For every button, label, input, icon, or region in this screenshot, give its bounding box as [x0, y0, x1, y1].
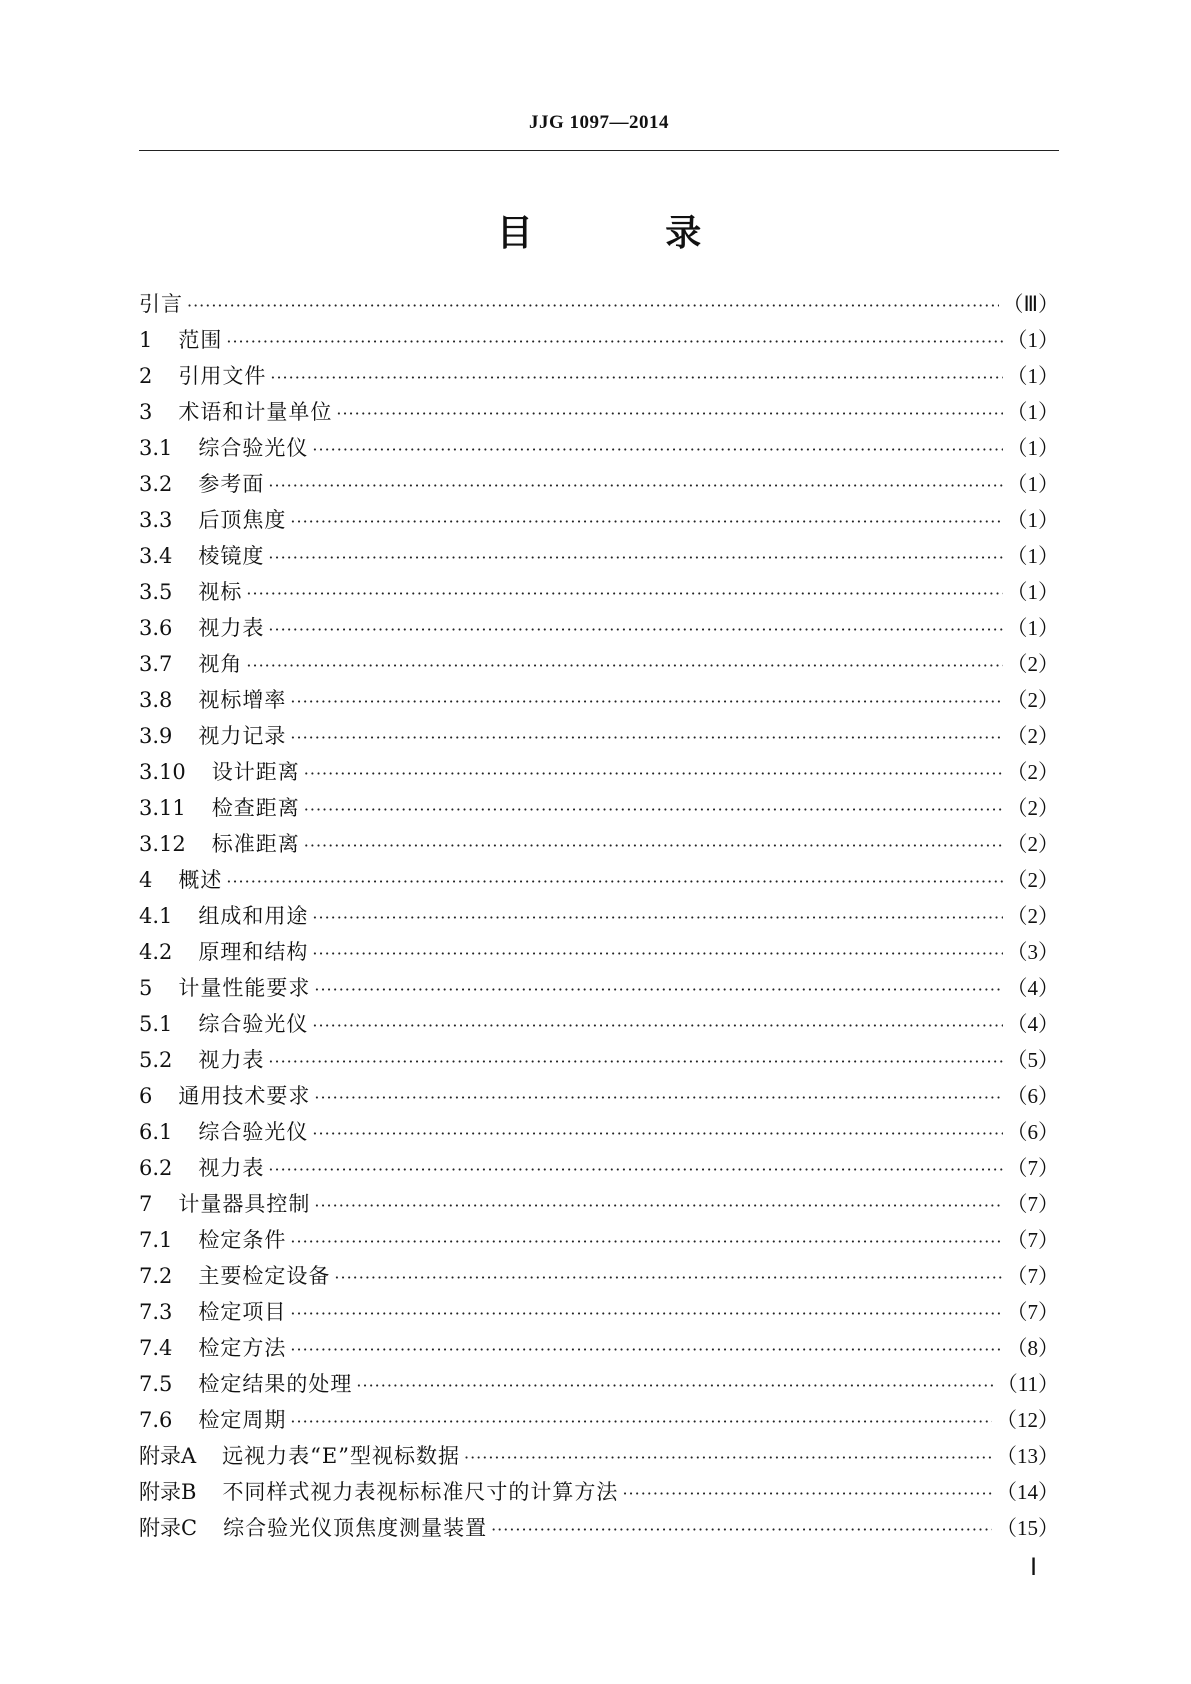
header-rule — [139, 150, 1059, 151]
toc-entry-page: （7） — [1006, 1192, 1059, 1216]
toc-entry-label: 计量性能要求 — [178, 976, 311, 1000]
toc-dot-leader — [246, 584, 1002, 603]
toc-entry-page: （2） — [1006, 760, 1059, 784]
toc-dot-leader — [226, 332, 1002, 351]
toc-dot-leader — [314, 1088, 1002, 1107]
toc-entry-page: （1） — [1006, 400, 1059, 424]
toc-dot-leader — [290, 1412, 992, 1431]
toc-dot-leader — [314, 980, 1002, 999]
toc-entry-number: 3.10 — [139, 760, 186, 784]
document-code-header: JJG 1097—2014 — [528, 112, 670, 133]
toc-entry-page: （7） — [1006, 1228, 1059, 1252]
toc-entry[interactable] — [139, 828, 1059, 864]
toc-dot-leader — [491, 1520, 992, 1539]
toc-entry-label: 检定结果的处理 — [198, 1372, 353, 1396]
toc-entry[interactable] — [139, 1188, 1059, 1224]
toc-entry-number: 4.2 — [139, 940, 173, 964]
toc-entry[interactable] — [139, 1152, 1059, 1188]
toc-dot-leader — [622, 1484, 992, 1503]
toc-entry-page: （14） — [996, 1480, 1059, 1504]
toc-entry-label: 术语和计量单位 — [178, 400, 333, 424]
toc-dot-leader — [314, 1196, 1002, 1215]
page-title: 目 录 — [496, 213, 762, 254]
toc-entry-number: 4.1 — [139, 904, 173, 928]
toc-entry-page: （1） — [1006, 364, 1059, 388]
toc-entry-number: 3.3 — [139, 508, 173, 532]
toc-entry-page: （3） — [1006, 940, 1059, 964]
toc-dot-leader — [304, 800, 1003, 819]
toc-entry[interactable] — [139, 720, 1059, 756]
toc-entry[interactable] — [139, 900, 1059, 936]
table-of-contents — [139, 288, 1059, 1548]
toc-entry-number: 附录B — [139, 1480, 197, 1504]
toc-entry[interactable] — [139, 288, 1059, 324]
toc-entry-page: （2） — [1006, 796, 1059, 820]
toc-entry-number: 3.8 — [139, 688, 173, 712]
toc-entry-number: 3.6 — [139, 616, 173, 640]
toc-entry-label: 综合验光仪顶焦度测量装置 — [223, 1516, 488, 1540]
toc-entry[interactable] — [139, 1476, 1059, 1512]
toc-entry-label: 参考面 — [198, 472, 265, 496]
toc-entry[interactable] — [139, 1296, 1059, 1332]
toc-dot-leader — [290, 1232, 1002, 1251]
toc-entry[interactable] — [139, 360, 1059, 396]
toc-dot-leader — [246, 656, 1002, 675]
toc-entry-label: 检定项目 — [198, 1300, 287, 1324]
toc-entry-number: 3.5 — [139, 580, 173, 604]
toc-entry[interactable] — [139, 1440, 1059, 1476]
toc-entry[interactable] — [139, 684, 1059, 720]
toc-entry[interactable] — [139, 1008, 1059, 1044]
toc-dot-leader — [226, 872, 1002, 891]
toc-entry-number: 3.9 — [139, 724, 173, 748]
toc-entry-label: 综合验光仪 — [198, 1012, 309, 1036]
toc-entry-label: 视标 — [198, 580, 243, 604]
toc-entry-label: 视力表 — [198, 616, 265, 640]
toc-entry-page: （15） — [996, 1516, 1059, 1540]
toc-dot-leader — [312, 1016, 1002, 1035]
toc-dot-leader — [268, 620, 1002, 639]
toc-entry-number: 1 — [139, 328, 153, 352]
toc-entry[interactable] — [139, 972, 1059, 1008]
toc-entry-label: 后顶焦度 — [198, 508, 287, 532]
toc-entry-number: 3.1 — [139, 436, 173, 460]
toc-entry-page: （1） — [1006, 328, 1059, 352]
toc-entry[interactable] — [139, 936, 1059, 972]
toc-entry-label: 检定方法 — [198, 1336, 287, 1360]
toc-entry-label: 引用文件 — [178, 364, 267, 388]
toc-entry[interactable] — [139, 432, 1059, 468]
toc-dot-leader — [290, 1340, 1002, 1359]
toc-entry[interactable] — [139, 540, 1059, 576]
toc-dot-leader — [187, 296, 999, 315]
toc-entry[interactable] — [139, 396, 1059, 432]
toc-entry[interactable] — [139, 792, 1059, 828]
toc-entry-page: （13） — [996, 1444, 1059, 1468]
toc-entry-number: 7.6 — [139, 1408, 173, 1432]
toc-entry-label: 视标增率 — [198, 688, 287, 712]
toc-entry-number: 7.2 — [139, 1264, 173, 1288]
toc-entry-label: 范围 — [178, 328, 223, 352]
toc-entry-number: 附录A — [139, 1444, 197, 1468]
toc-dot-leader — [268, 1160, 1002, 1179]
toc-entry-number: 2 — [139, 364, 153, 388]
toc-entry[interactable] — [139, 612, 1059, 648]
toc-entry-label: 综合验光仪 — [198, 436, 309, 460]
toc-entry[interactable] — [139, 1512, 1059, 1548]
toc-entry[interactable] — [139, 1404, 1059, 1440]
toc-entry-label: 不同样式视力表视标标准尺寸的计算方法 — [222, 1480, 619, 1504]
toc-entry-number: 5 — [139, 976, 153, 1000]
toc-entry[interactable] — [139, 324, 1059, 360]
toc-dot-leader — [268, 548, 1002, 567]
toc-entry-page: （7） — [1006, 1264, 1059, 1288]
toc-entry-page: （4） — [1006, 976, 1059, 1000]
toc-entry-label: 视角 — [198, 652, 243, 676]
toc-entry[interactable] — [139, 1116, 1059, 1152]
toc-entry-page: （4） — [1006, 1012, 1059, 1036]
toc-entry-page: （Ⅲ） — [1002, 292, 1059, 316]
toc-dot-leader — [464, 1448, 992, 1467]
toc-entry[interactable] — [139, 756, 1059, 792]
toc-entry-label: 引言 — [139, 292, 183, 316]
toc-entry-page: （1） — [1006, 616, 1059, 640]
toc-entry[interactable] — [139, 864, 1059, 900]
toc-dot-leader — [304, 836, 1003, 855]
toc-entry-page: （1） — [1006, 436, 1059, 460]
toc-entry-label: 组成和用途 — [198, 904, 309, 928]
toc-entry-page: （6） — [1006, 1084, 1059, 1108]
toc-entry-page: （2） — [1006, 904, 1059, 928]
toc-dot-leader — [290, 512, 1002, 531]
toc-entry-number: 7.5 — [139, 1372, 173, 1396]
toc-entry-page: （12） — [996, 1408, 1059, 1432]
toc-entry-number: 6.1 — [139, 1120, 173, 1144]
toc-entry-label: 检定条件 — [198, 1228, 287, 1252]
toc-entry-number: 3.12 — [139, 832, 186, 856]
toc-entry[interactable] — [139, 648, 1059, 684]
toc-entry-number: 6 — [139, 1084, 153, 1108]
toc-entry-number: 7 — [139, 1192, 153, 1216]
toc-entry-label: 检查距离 — [211, 796, 300, 820]
toc-dot-leader — [290, 1304, 1002, 1323]
toc-entry[interactable] — [139, 1260, 1059, 1296]
toc-entry-page: （1） — [1006, 508, 1059, 532]
toc-entry-page: （1） — [1006, 544, 1059, 568]
toc-entry-label: 原理和结构 — [198, 940, 309, 964]
toc-entry-page: （1） — [1006, 472, 1059, 496]
toc-dot-leader — [304, 764, 1003, 783]
toc-entry-page: （8） — [1006, 1336, 1059, 1360]
toc-entry-number: 3 — [139, 400, 153, 424]
toc-entry-number: 附录C — [139, 1516, 198, 1540]
toc-entry-page: （2） — [1006, 688, 1059, 712]
toc-entry-label: 视力表 — [198, 1048, 265, 1072]
toc-entry-page: （2） — [1006, 724, 1059, 748]
toc-entry[interactable] — [139, 1368, 1059, 1404]
toc-entry-label: 标准距离 — [211, 832, 300, 856]
toc-entry-page: （7） — [1006, 1300, 1059, 1324]
toc-entry-page: （2） — [1006, 832, 1059, 856]
toc-dot-leader — [312, 944, 1002, 963]
toc-entry-page: （5） — [1006, 1048, 1059, 1072]
toc-entry-page: （7） — [1006, 1156, 1059, 1180]
toc-dot-leader — [290, 692, 1002, 711]
toc-entry-label: 设计距离 — [211, 760, 300, 784]
toc-dot-leader — [336, 404, 1002, 423]
toc-entry-number: 4 — [139, 868, 153, 892]
toc-dot-leader — [312, 908, 1002, 927]
toc-entry-number: 3.4 — [139, 544, 173, 568]
toc-entry-number: 5.1 — [139, 1012, 173, 1036]
toc-entry[interactable] — [139, 1332, 1059, 1368]
toc-entry-label: 通用技术要求 — [178, 1084, 311, 1108]
toc-entry-label: 棱镜度 — [198, 544, 265, 568]
toc-entry-page: （1） — [1006, 580, 1059, 604]
toc-entry[interactable] — [139, 576, 1059, 612]
toc-entry-label: 主要检定设备 — [198, 1264, 331, 1288]
toc-entry-number: 7.3 — [139, 1300, 173, 1324]
toc-entry-page: （2） — [1006, 652, 1059, 676]
toc-dot-leader — [270, 368, 1002, 387]
toc-entry[interactable] — [139, 1224, 1059, 1260]
toc-entry-number: 5.2 — [139, 1048, 173, 1072]
toc-entry[interactable] — [139, 468, 1059, 504]
toc-entry[interactable] — [139, 1080, 1059, 1116]
toc-entry-number: 7.1 — [139, 1228, 173, 1252]
toc-entry[interactable] — [139, 504, 1059, 540]
toc-dot-leader — [268, 1052, 1002, 1071]
toc-entry-number: 3.7 — [139, 652, 173, 676]
toc-dot-leader — [290, 728, 1002, 747]
toc-dot-leader — [268, 476, 1002, 495]
toc-dot-leader — [334, 1268, 1002, 1287]
toc-entry-page: （6） — [1006, 1120, 1059, 1144]
toc-entry-label: 概述 — [178, 868, 223, 892]
toc-entry[interactable] — [139, 1044, 1059, 1080]
toc-entry-label: 综合验光仪 — [198, 1120, 309, 1144]
toc-entry-page: （11） — [996, 1372, 1059, 1396]
toc-entry-number: 3.11 — [139, 796, 186, 820]
toc-entry-label: 检定周期 — [198, 1408, 287, 1432]
toc-dot-leader — [312, 440, 1002, 459]
page-number: Ⅰ — [1030, 1555, 1038, 1581]
toc-entry-number: 7.4 — [139, 1336, 173, 1360]
toc-entry-number: 3.2 — [139, 472, 173, 496]
toc-entry-label: 远视力表“E”型视标数据 — [222, 1444, 460, 1468]
toc-entry-label: 视力表 — [198, 1156, 265, 1180]
toc-entry-label: 计量器具控制 — [178, 1192, 311, 1216]
toc-entry-label: 视力记录 — [198, 724, 287, 748]
toc-entry-number: 6.2 — [139, 1156, 173, 1180]
toc-entry-page: （2） — [1006, 868, 1059, 892]
toc-dot-leader — [356, 1376, 992, 1395]
toc-dot-leader — [312, 1124, 1002, 1143]
